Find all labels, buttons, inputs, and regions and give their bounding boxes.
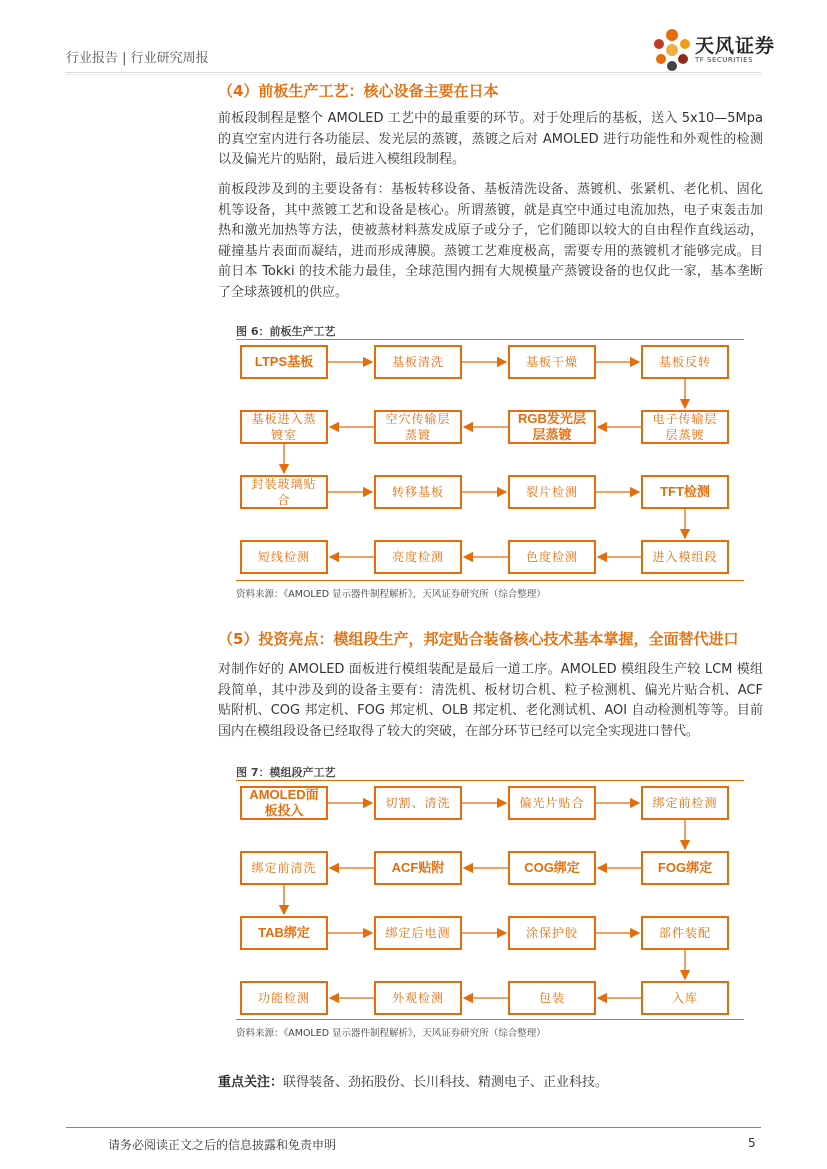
figure-6-title: 图 6：前板生产工艺 — [236, 325, 336, 338]
flow-step: FOG绑定 — [641, 851, 729, 885]
flow-step: 亮度检测 — [374, 540, 462, 574]
flow-step: 基板反转 — [641, 345, 729, 379]
flow-step: 绑定后电测 — [374, 916, 462, 950]
flow-step: 封装玻璃贴合 — [240, 475, 328, 509]
flow-step: 电子传输层层蒸镀 — [641, 410, 729, 444]
logo-subtext: TF SECURITIES — [695, 56, 754, 64]
figure-7-title: 图 7：模组段产工艺 — [236, 766, 336, 779]
flow-step: TAB绑定 — [240, 916, 328, 950]
flow-step: 裂片检测 — [508, 475, 596, 509]
flow-step: LTPS基板 — [240, 345, 328, 379]
flow-step: 偏光片贴合 — [508, 786, 596, 820]
flow-step: 部件装配 — [641, 916, 729, 950]
key-focus-label: 重点关注： — [218, 1075, 284, 1090]
flow-step: 基板清洗 — [374, 345, 462, 379]
key-focus-line — [218, 1071, 608, 1090]
flow-step: RGB发光层层蒸镀 — [508, 410, 596, 444]
flow-step: 转移基板 — [374, 475, 462, 509]
flow-step: 功能检测 — [240, 981, 328, 1015]
flow-step: ACF贴附 — [374, 851, 462, 885]
flow-step: 基板进入蒸镀室 — [240, 410, 328, 444]
flow-step: 短线检测 — [240, 540, 328, 574]
flow-step: 绑定前检测 — [641, 786, 729, 820]
footer-disclaimer: 请务必阅读正文之后的信息披露和免责申明 — [108, 1138, 337, 1152]
flow-step: TFT检测 — [641, 475, 729, 509]
footer-divider — [66, 1127, 761, 1128]
flow-step: AMOLED面板投入 — [240, 786, 328, 820]
header-breadcrumb: 行业报告 | 行业研究周报 — [66, 51, 209, 66]
section-4-heading: （4）前板生产工艺：核心设备主要在日本 — [218, 82, 499, 100]
section-4-paragraph-1: 前板段制程是整个 AMOLED 工艺中的最重要的环节。对于处理后的基板，送入 5x10—5Mpa 的真空室内进行各功能层、发光层的蒸镀，蒸镀之后对 AMOLED 进行功能性和外观性的检测以及偏光片的贴附，最后进入模组段制程。 — [218, 111, 763, 167]
section-4-paragraph-2: 前板段涉及到的主要设备有：基板转移设备、基板清洗设备、蒸镀机、张紧机、老化机、固化机等设备，其中蒸镀工艺和设备是核心。所谓蒸镀，就是真空中通过电流加热，电子束轰击加热和激光加热等方法，使被蒸材料蒸发成原子或分子，它们随即以较大的自由程作直线运动，碰撞基片表面而凝结，进而形成薄膜。蒸镀工艺难度极高，需要专用的蒸镀机才能够完成。目前日本 Tokki 的技术能力最佳，全球范围内拥有大规模量产蒸镀设备的也仅此一家，基本垄断了全球蒸镀机的供应。 — [218, 182, 763, 300]
flow-step: 涂保护胶 — [508, 916, 596, 950]
figure-7-bottom-rule — [236, 1019, 744, 1020]
section-5-paragraph-1: 对制作好的 AMOLED 面板进行模组装配是最后一道工序。AMOLED 模组段生产较 LCM 模组段简单，其中涉及到的设备主要有：清洗机、板材切合机、粒子检测机、偏光片贴合机、ACF 贴附机、COG 邦定机、FOG 邦定机、OLB 邦定机、老化测试机、AOI 自动检测机等等。目前国内在模组段设备已经取得了较大的突破，在部分环节已经可以完全实现进口替代。 — [218, 662, 763, 739]
flow-step: 包装 — [508, 981, 596, 1015]
flow-step: 外观检测 — [374, 981, 462, 1015]
section-5-heading: （5）投资亮点：模组段生产，邦定贴合装备核心技术基本掌握，全面替代进口 — [218, 630, 739, 648]
flow-step: 色度检测 — [508, 540, 596, 574]
flow-step: 空穴传输层蒸镀 — [374, 410, 462, 444]
figure-6-source: 资料来源：《AMOLED 显示器件制程解析》，天风证券研究所（综合整理） — [236, 589, 546, 600]
flow-step: 进入模组段 — [641, 540, 729, 574]
flow-step: COG绑定 — [508, 851, 596, 885]
flow-step: 切割、清洗 — [374, 786, 462, 820]
flow-step: 入库 — [641, 981, 729, 1015]
flow-step: 基板干燥 — [508, 345, 596, 379]
logo-text: 天风证券 — [695, 35, 776, 57]
key-focus-companies: 联得装备、劲拓股份、长川科技、精测电子、正业科技。 — [283, 1075, 609, 1090]
flow-step: 绑定前清洗 — [240, 851, 328, 885]
figure-7-source: 资料来源：《AMOLED 显示器件制程解析》，天风证券研究所（综合整理） — [236, 1028, 546, 1039]
page-number: 5 — [748, 1136, 756, 1150]
